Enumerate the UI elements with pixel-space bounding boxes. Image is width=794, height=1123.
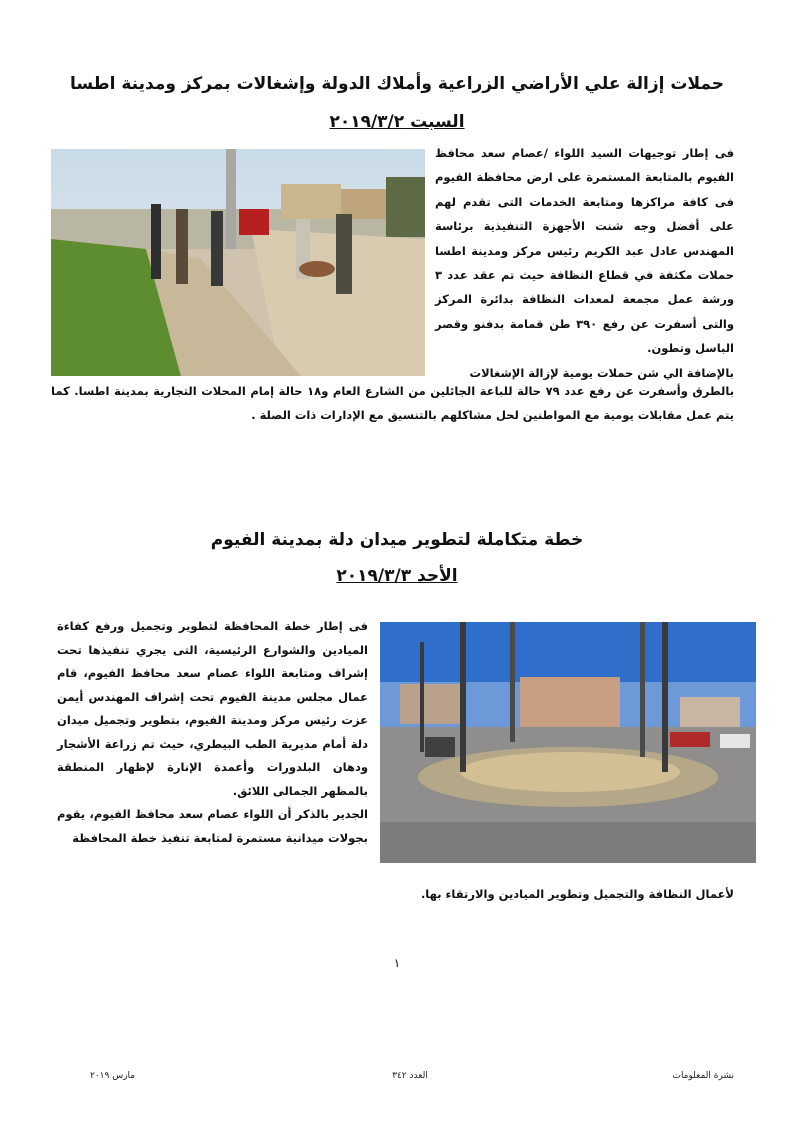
article1-photo: [51, 149, 425, 376]
article1-paragraph2-start: بالإضافة الي شن حملات يومية لإزالة الإشغالات: [469, 365, 734, 380]
article1-date: السبت ٢٠١٩/٣/٢: [329, 112, 465, 132]
page-number: ١: [393, 956, 401, 970]
article2-date: الأحد ٢٠١٩/٣/٣: [336, 566, 458, 586]
article2-photo: [380, 622, 756, 863]
footer-date: مارس ٢٠١٩: [90, 1071, 136, 1081]
article1-paragraph2: [51, 379, 734, 428]
article2-paragraph3: [380, 883, 734, 907]
article2-paragraph1-text: فى إطار خطة المحافظة لتطوير وتجميل ورفع كفاءة الميادين والشوارع الرئيسية، التى يجري تنفيذها تحت إشراف ومتابعة اللواء عصام سعد محافظ الفيوم، قام عمال مجلس مدينة الفيوم تحت إشراف المهندس أيمن عزت رئيس مركز ومدينة الفيوم، بتطوير وتجميل ميدان دلة أمام مديرية الطب البيطري، حيث تم زراعة الأشجار ودهان البلدورات وأعمدة الإنارة لإظهار المنطقة بالمظهر الجمالى اللائق.: [57, 619, 368, 798]
article1-paragraph1-text: فى إطار توجيهات السيد اللواء /عصام سعد محافظ الفيوم بالمتابعة المستمرة على ارض محافظة الفيوم فى كافة مراكزها ومتابعة الخدمات التى تقدم لهم على أفضل وجه شنت الأجهزة التنفيذية برئاسة المهندس عادل عبد الكريم رئيس مركز ومدينة اطسا حملات مكثفة في قطاع النظافة حيث تم عقد عدد ٣ ورشة عمل مجمعة لمعدات النظافة بدائرة المركز والتى أسفرت عن رفع ٣٩٠ طن قمامة بدفنو وقصر الباسل وتطون.: [435, 146, 735, 356]
footer-publication: نشرة المعلومات: [672, 1071, 734, 1081]
article1-paragraph2-text: بالطرق وأسفرت عن رفع عدد ٧٩ حالة للباعة الجائلين من الشارع العام و١٨ حالة إمام المحلات التجارية بمدينة اطسا. كما يتم عمل مقابلات يومية مع المواطنين لحل مشاكلهم بالتنسيق مع الإدارات ذات الصلة .: [51, 384, 735, 423]
article2-date-wrap: [0, 566, 794, 586]
article2-paragraph2-end: لأعمال النظافة والتجميل وتطوير الميادين والارتقاء بها.: [420, 887, 734, 901]
article2-paragraph1: [57, 615, 368, 850]
article1-date-wrap: [0, 112, 794, 132]
article1-paragraph1: [435, 141, 734, 385]
article2-title: خطة متكاملة لتطوير ميدان دلة بمدينة الفيوم: [210, 530, 584, 550]
footer-issue: العدد ٣٤٢: [392, 1071, 428, 1081]
article1-title: حملات إزالة علي الأراضي الزراعية وأملاك الدولة وإشغالات بمركز ومدينة اطسا: [69, 74, 725, 94]
article2-paragraph2-text: الجدير بالذكر أن اللواء عصام سعد محافظ الفيوم، يقوم بجولات ميدانية مستمرة لمتابعة تنفيذ خطة المحافظة: [57, 807, 368, 845]
